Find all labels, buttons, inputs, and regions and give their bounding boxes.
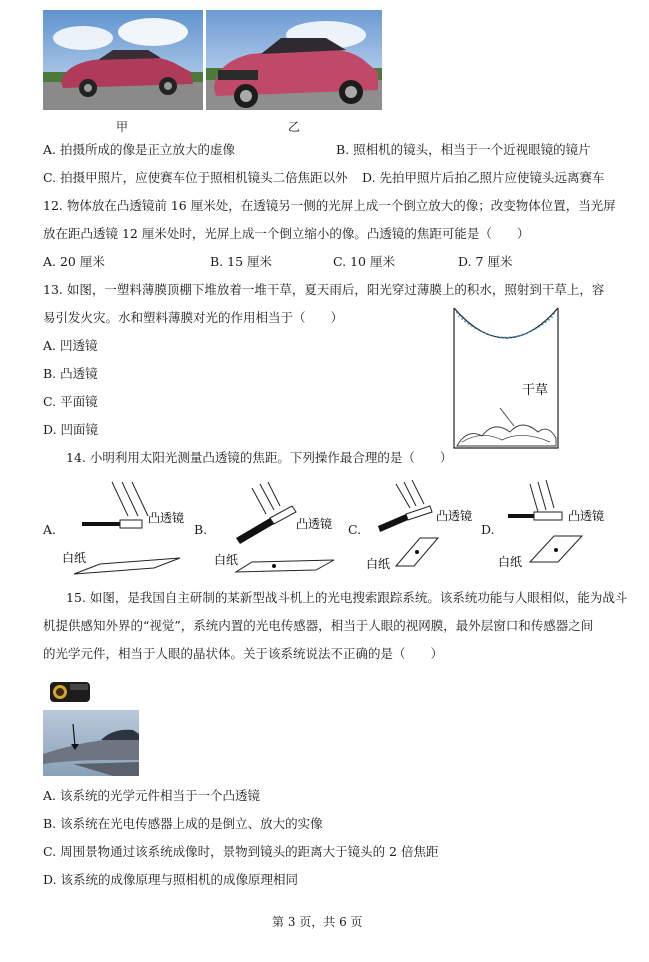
q14-stem: 14. 小明利用太阳光测量凸透镜的焦距。下列操作最合理的是（ ） [66,450,453,465]
greenhouse-figure [452,308,562,448]
q15-option-b[interactable]: B. 该系统在光电传感器上成的是倒立、放大的实像 [43,816,323,831]
page-number: 第 3 页，共 6 页 [272,915,363,929]
q14-choice-b[interactable]: B. [194,522,208,537]
fighter-jet-photo [43,710,139,776]
q11-option-b[interactable]: B. 照相机的镜头，相当于一个近视眼镜的镜片 [336,142,591,157]
q14-diagram-b [210,482,360,570]
q12-option-d[interactable]: D. 7 厘米 [458,254,513,269]
lens-label-c: 凸透镜 [436,509,473,523]
lens-label-a: 凸透镜 [148,511,185,525]
sensor-photo [46,674,94,710]
q14-diagram-d [498,480,648,572]
paper-label-a: 白纸 [62,551,87,565]
q14-choice-d[interactable]: D. [481,522,495,537]
q15-stem-line1: 15. 如图，是我国自主研制的某新型战斗机上的光电搜索跟踪系统。该系统功能与人眼相似，能为战斗 [66,590,628,605]
paper-label-c: 白纸 [366,557,391,571]
q13-option-a[interactable]: A. 凹透镜 [43,338,98,353]
hay-label: 干草 [522,383,549,398]
lens-label-b: 凸透镜 [296,517,333,531]
paper-label-d: 白纸 [498,555,523,569]
caption-b: 乙 [288,120,301,134]
paper-label-b: 白纸 [214,553,239,567]
q13-stem-line2: 易引发火灾。水和塑料薄膜对光的作用相当于（ ） [43,310,344,325]
q15-option-a[interactable]: A. 该系统的光学元件相当于一个凸透镜 [43,788,260,803]
q14-choice-c[interactable]: C. [348,522,362,537]
q12-stem-line2: 放在距凸透镜 12 厘米处时，光屏上成一个倒立缩小的像。凸透镜的焦距可能是（ ） [43,226,530,241]
q12-stem-line1: 12. 物体放在凸透镜前 16 厘米处，在透镜另一侧的光屏上成一个倒立放大的像；改变物体位置，当光屏 [43,198,616,213]
q12-option-b[interactable]: B. 15 厘米 [210,254,273,269]
q15-stem-line2: 机提供感知外界的“视觉”，系统内置的光电传感器，相当于人眼的视网膜，最外层窗口和传感器之间 [43,618,594,633]
q12-option-c[interactable]: C. 10 厘米 [333,254,395,269]
q13-stem-line1: 13. 如图，一塑料薄膜顶棚下堆放着一堆干草，夏天雨后，阳光穿过薄膜上的积水，照射到干草上，容 [43,282,605,297]
car-photo-b [206,10,382,110]
q12-option-a[interactable]: A. 20 厘米 [43,254,105,269]
q15-option-d[interactable]: D. 该系统的成像原理与照相机的成像原理相同 [43,872,299,887]
q13-option-c[interactable]: C. 平面镜 [43,394,98,409]
caption-a: 甲 [116,120,129,134]
q14-choice-a[interactable]: A. [43,522,57,537]
q11-option-a[interactable]: A. 拍摄所成的像是正立放大的虚像 [43,142,235,157]
car-photo-a [43,10,203,110]
q13-option-d[interactable]: D. 凹面镜 [43,422,99,437]
q15-stem-line3: 的光学元件，相当于人眼的晶状体。关于该系统说法不正确的是（ ） [43,646,444,661]
q15-option-c[interactable]: C. 周围景物通过该系统成像时，景物到镜头的距离大于镜头的 2 倍焦距 [43,844,439,859]
q14-diagram-a [62,482,212,570]
q11-option-d[interactable]: D. 先拍甲照片后拍乙照片应使镜头远离赛车 [362,170,605,185]
q11-option-c[interactable]: C. 拍摄甲照片，应使赛车位于照相机镜头二倍焦距以外 [43,170,348,185]
q13-option-b[interactable]: B. 凸透镜 [43,366,98,381]
lens-label-d: 凸透镜 [568,509,605,523]
